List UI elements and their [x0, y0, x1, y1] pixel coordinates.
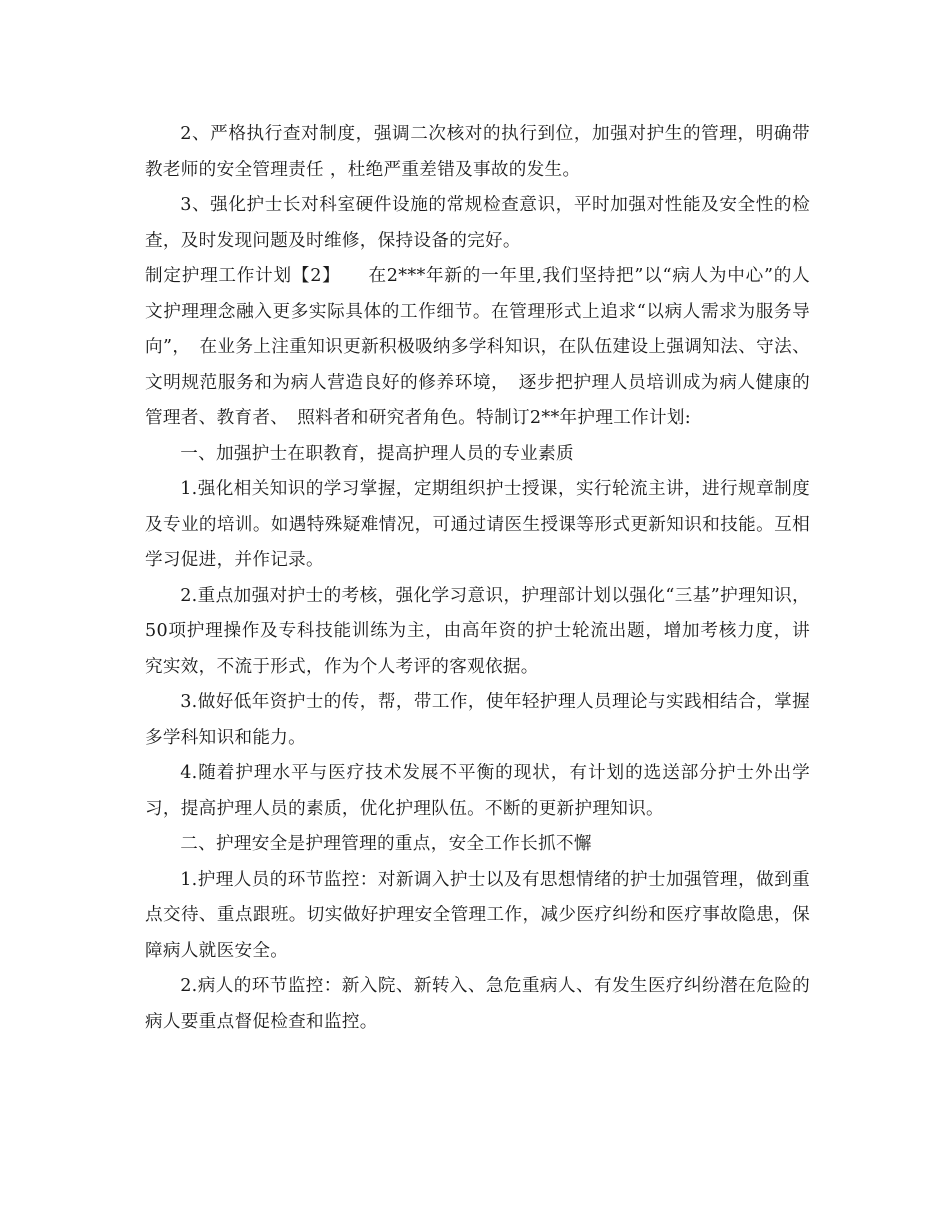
section-heading-safety: 二、护理安全是护理管理的重点，安全工作长抓不懈	[180, 834, 592, 854]
paragraph-external-study: 4.随着护理水平与医疗技术发展不平衡的现状，有计划的选送部分护士外出学习，提高护理人员的素质，优化护理队伍。不断的更新护理知识。	[145, 763, 810, 819]
document-body	[145, 117, 810, 1040]
paragraph-mentoring: 3.做好低年资护士的传，帮，带工作，使年轻护理人员理论与实践相结合，掌握多学科知识和能力。	[145, 692, 810, 748]
paragraph-check-system: 2、严格执行查对制度，强调二次核对的执行到位，加强对护生的管理，明确带教老师的安全管理责任 ，杜绝严重差错及事故的发生。	[145, 124, 810, 180]
paragraph-assessment: 2.重点加强对护士的考核，强化学习意识，护理部计划以强化“三基”护理知识，50项护理操作及专科技能训练为主，由高年资的护士轮流出题，增加考核力度，讲究实效，不流于形式，作为个人考评的客观依据。	[145, 585, 810, 677]
section-heading-education: 一、加强护士在职教育，提高护理人员的专业素质	[180, 443, 574, 464]
paragraph-patient-monitoring: 2.病人的环节监控：新入院、新转入、急危重病人、有发生医疗纠纷潜在危险的病人要重点督促检查和监控。	[145, 976, 810, 1032]
paragraph-plan-intro: 制定护理工作计划【2】 在2***年新的一年里,我们坚持把”以“病人为中心”的人文护理理念融入更多实际具体的工作细节。在管理形式上追求“以病人需求为服务导向”， 在业务上注重知识更新积极吸纳多学科知识，在队伍建设上强调知法、守法、文明规范服务和为病人营造良好的修养环境， 逐步把护理人员培训成为病人健康的管理者、教育者、 照料者和研究者角色。特制订2**年护理工作计划:	[145, 266, 810, 428]
paragraph-equipment-inspection: 3、强化护士长对科室硬件设施的常规检查意识，平时加强对性能及安全性的检查，及时发现问题及时维修，保持设备的完好。	[145, 195, 810, 251]
paragraph-staff-monitoring: 1.护理人员的环节监控：对新调入护士以及有思想情绪的护士加强管理，做到重点交待、重点跟班。切实做好护理安全管理工作，减少医疗纠纷和医疗事故隐患，保障病人就医安全。	[145, 869, 810, 961]
paragraph-knowledge-training: 1.强化相关知识的学习掌握，定期组织护士授课，实行轮流主讲，进行规章制度及专业的培训。如遇特殊疑难情况，可通过请医生授课等形式更新知识和技能。互相学习促进，并作记录。	[145, 479, 810, 570]
